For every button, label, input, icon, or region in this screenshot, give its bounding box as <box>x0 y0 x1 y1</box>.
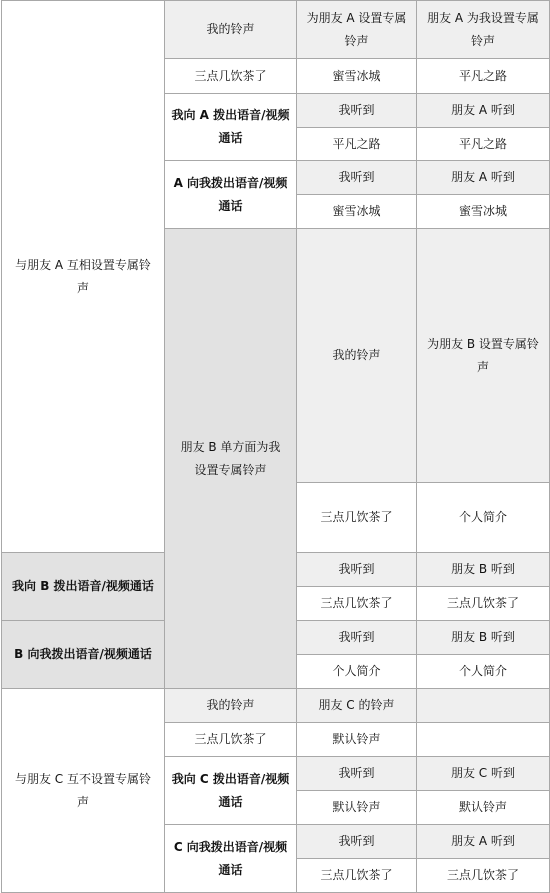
header-cell: 我的铃声 <box>165 1 297 59</box>
table-cell: 三点几饮茶了 <box>297 859 417 893</box>
header-cell: 为朋友 B 设置专属铃声 <box>417 229 550 483</box>
table-cell: 朋友 A 听到 <box>417 94 550 128</box>
table-cell: 我听到 <box>297 621 417 655</box>
header-cell: 我的铃声 <box>165 689 297 723</box>
table-cell: 三点几饮茶了 <box>417 587 550 621</box>
table-cell: 我听到 <box>297 825 417 859</box>
table-cell: 蜜雪冰城 <box>297 195 417 229</box>
call-direction-label: 我向 C 拨出语音/视频通话 <box>165 757 297 825</box>
table-cell: 默认铃声 <box>297 791 417 825</box>
call-direction-label: 我向 A 拨出语音/视频通话 <box>165 94 297 161</box>
table-cell: 平凡之路 <box>297 128 417 161</box>
call-direction-label: 我向 B 拨出语音/视频通话 <box>2 553 165 621</box>
table-cell: 朋友 B 听到 <box>417 553 550 587</box>
table-cell <box>417 723 550 757</box>
table-cell: 三点几饮茶了 <box>297 483 417 553</box>
header-cell: 我的铃声 <box>297 229 417 483</box>
table-cell: 三点几饮茶了 <box>165 723 297 757</box>
table-cell: 默认铃声 <box>417 791 550 825</box>
group-label-c: 与朋友 C 互不设置专属铃声 <box>2 689 165 893</box>
group-label-a: 与朋友 A 互相设置专属铃声 <box>2 1 165 553</box>
call-direction-label: C 向我拨出语音/视频通话 <box>165 825 297 893</box>
table-cell: 蜜雪冰城 <box>417 195 550 229</box>
table-cell: 朋友 A 听到 <box>417 825 550 859</box>
table-cell: 个人简介 <box>417 655 550 689</box>
table-cell: 个人简介 <box>297 655 417 689</box>
call-direction-label: B 向我拨出语音/视频通话 <box>2 621 165 689</box>
table-cell: 三点几饮茶了 <box>417 859 550 893</box>
table-cell: 我听到 <box>297 757 417 791</box>
table-cell: 朋友 B 听到 <box>417 621 550 655</box>
call-direction-label: A 向我拨出语音/视频通话 <box>165 161 297 229</box>
header-cell: 为朋友 A 设置专属铃声 <box>297 1 417 59</box>
table-cell: 我听到 <box>297 94 417 128</box>
header-cell <box>417 689 550 723</box>
table-cell: 个人简介 <box>417 483 550 553</box>
header-cell: 朋友 C 的铃声 <box>297 689 417 723</box>
table-cell: 朋友 C 听到 <box>417 757 550 791</box>
table-row <box>2 689 550 723</box>
table-cell: 三点几饮茶了 <box>297 587 417 621</box>
header-cell: 朋友 A 为我设置专属铃声 <box>417 1 550 59</box>
ringtone-comparison-table <box>1 0 550 893</box>
table-cell: 我听到 <box>297 161 417 195</box>
table-cell: 蜜雪冰城 <box>297 59 417 94</box>
table-cell: 朋友 A 听到 <box>417 161 550 195</box>
table-cell: 平凡之路 <box>417 128 550 161</box>
table-cell: 三点几饮茶了 <box>165 59 297 94</box>
table-row <box>2 1 550 59</box>
table-cell: 平凡之路 <box>417 59 550 94</box>
table-cell: 我听到 <box>297 553 417 587</box>
group-label-b: 朋友 B 单方面为我设置专属铃声 <box>165 229 297 689</box>
table-cell: 默认铃声 <box>297 723 417 757</box>
